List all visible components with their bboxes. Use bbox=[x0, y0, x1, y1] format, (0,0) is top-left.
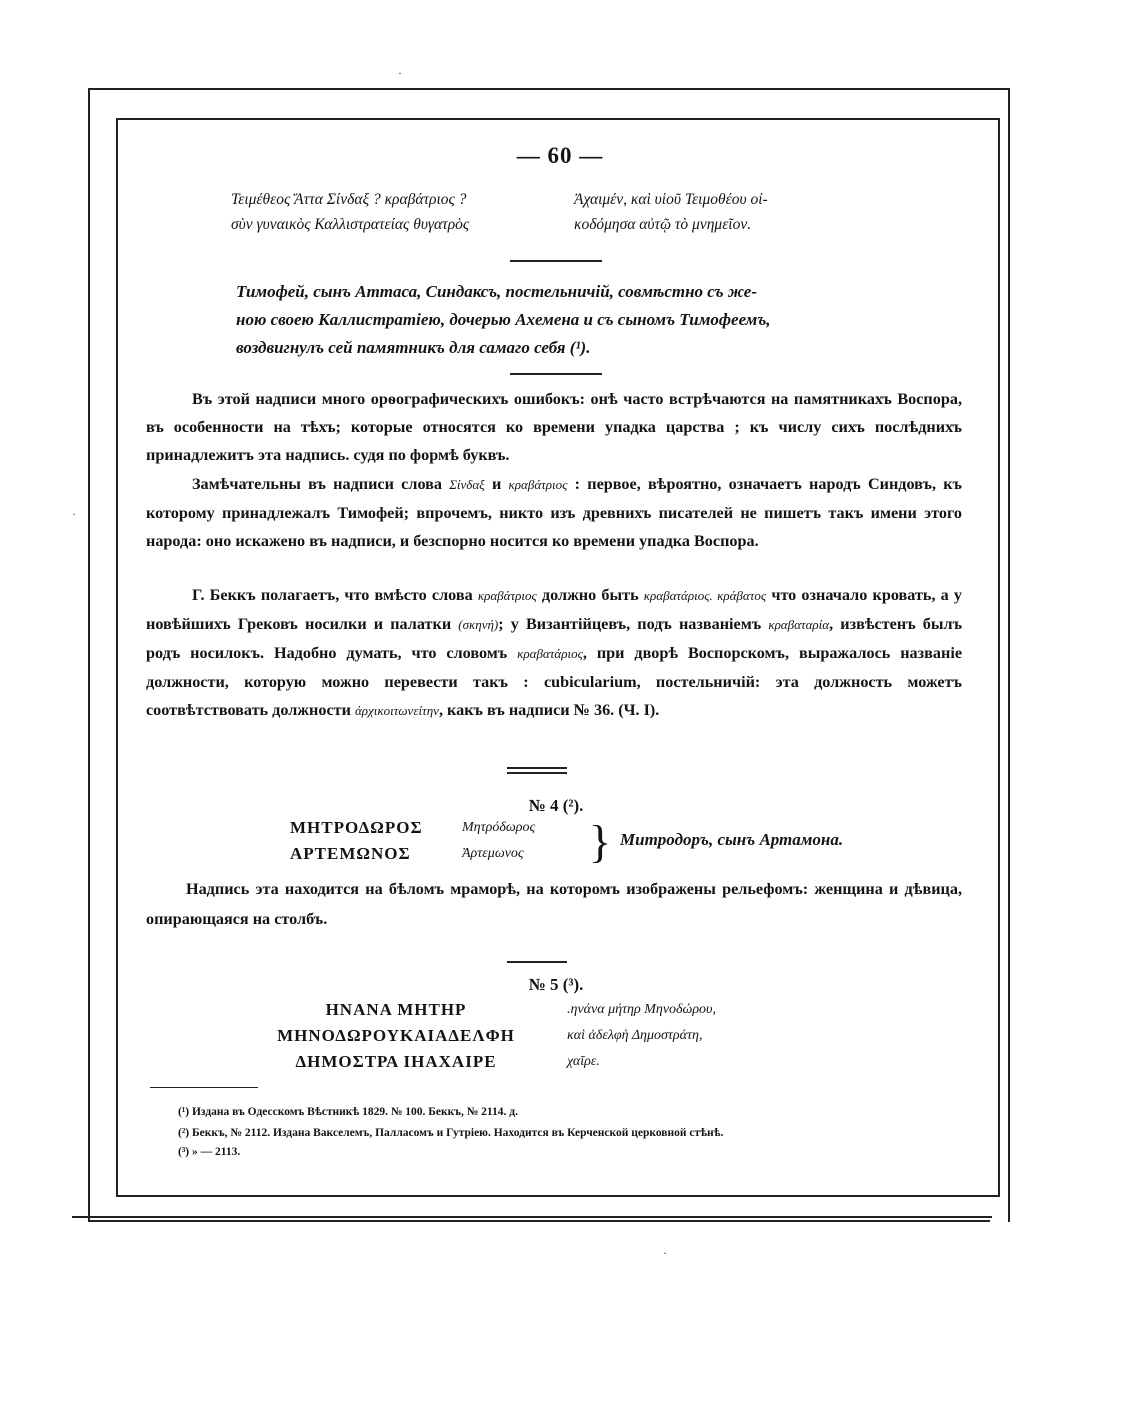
footnote-2: (²) Беккъ, № 2112. Издана Вакселемъ, Палласомъ и Гутріею. Находится въ Керченской церковной стѣнѣ. bbox=[178, 1127, 724, 1139]
footnote-rule bbox=[150, 1087, 258, 1088]
greek-word: κραβάτριος bbox=[508, 477, 568, 492]
text-run: что означало кровать, а у новѣйшихъ Грековъ носилки и палатки bbox=[146, 586, 963, 633]
text-run: Г. Беккъ полагаетъ, что вмѣсто слова bbox=[192, 586, 478, 604]
translation-line: воздвигнулъ сей памятникъ для самаго себя (¹). bbox=[236, 338, 591, 357]
translation-line: ною своею Каллистратіею, дочерью Ахемена и съ сыномъ Тимофеемъ, bbox=[236, 310, 771, 329]
speck: · bbox=[72, 507, 76, 521]
minuscule-line: χαῖρε. bbox=[567, 1054, 600, 1069]
minuscule-line: καὶ ἀδελφὴ Δημοστράτη, bbox=[567, 1028, 703, 1043]
greek-word: (σκηνή) bbox=[458, 617, 499, 632]
paragraph-orthography: Въ этой надписи много орѳографическихъ ошибокъ: онѣ часто встрѣчаются на памятникахъ Воспора, въ особенности на тѣхъ; которые относятся ко времени упадка царства ; къ числу сихъ послѣднихъ принадлежитъ эта надпись. судя по формѣ буквъ. bbox=[146, 390, 962, 464]
text-run: , извѣстенъ былъ родъ носилокъ. Надобно думать, что словомъ bbox=[146, 615, 963, 662]
speck: · bbox=[663, 1246, 667, 1260]
inscription-5-minuscule bbox=[567, 997, 716, 1075]
inscription-4-minuscule bbox=[462, 815, 535, 867]
section-rule bbox=[507, 961, 567, 963]
greek-inscription-right bbox=[574, 187, 864, 237]
footnote-1: (¹) Издана въ Одесскомъ Вѣстникѣ 1829. № 100. Беккъ, № 2114. д. bbox=[178, 1106, 518, 1118]
inscription-4-description: Надпись эта находится на бѣломъ мраморѣ, на которомъ изображены рельефомъ: женщина и дѣвица, опирающаяся на столбъ. bbox=[146, 880, 962, 928]
inscription-4-capitals bbox=[290, 815, 423, 867]
separator-rule bbox=[510, 373, 602, 375]
greek-word: Σίνδαξ bbox=[449, 477, 485, 492]
greek-word: ἀρχικοιτωνείτην bbox=[354, 703, 439, 718]
text-run: , при дворѣ Воспорскомъ, выражалось названіе должности, которую можно перевести такъ : cubicularium, постельничій: эта должность можетъ соотвѣтствовать должности bbox=[146, 644, 963, 719]
capital-line: ΗΝΑΝΑ ΜΗΤΗΡ bbox=[325, 1000, 467, 1019]
page-number: — 60 — bbox=[516, 143, 604, 168]
inscription-5-capitals bbox=[276, 997, 516, 1075]
text-run: : первое, вѣроятно, означаетъ народъ Синдовъ, къ которому принадлежалъ Тимофей; впрочемъ, никто изъ древнихъ писателей не пишетъ такъ имени этого народа: оно искажено въ надписи, и безспорно носится ко времени упадка Воспора. bbox=[146, 475, 962, 550]
capital-line: ΜΗΝΟΔΩΡΟΥΚΑΙΑΔΕΛΦΗ bbox=[277, 1026, 515, 1045]
greek-word: κραβαταρία bbox=[768, 617, 830, 632]
text-run: ; у Византійцевъ, подъ названіемъ bbox=[498, 615, 769, 633]
greek-inscription-left bbox=[231, 187, 571, 237]
inscription-4-translation: Митродоръ, сынъ Артамона. bbox=[620, 830, 844, 849]
greek-word: κραβάτριος bbox=[477, 588, 537, 603]
capital-line: ΔΗΜΟΣΤΡΑ ΙΗΑΧΑΙΡΕ bbox=[295, 1052, 497, 1071]
double-rule-bottom bbox=[507, 772, 567, 774]
separator-rule bbox=[510, 260, 602, 262]
double-rule-top bbox=[507, 767, 567, 769]
brace-glyph: } bbox=[589, 816, 612, 867]
inscription-5-heading: № 5 (³). bbox=[528, 975, 584, 994]
minuscule-line: Ἀρτεμωνος bbox=[462, 846, 524, 861]
text-run: Замѣчательны въ надписи слова bbox=[192, 475, 450, 493]
footnote-3: (³) » — 2113. bbox=[178, 1146, 241, 1158]
paragraph-words bbox=[146, 470, 962, 555]
text-run: , какъ въ надписи № 36. (Ч. I). bbox=[438, 701, 660, 719]
translation bbox=[236, 278, 886, 362]
translation-line: Тимофей, сынъ Аттаса, Синдаксъ, постельничій, совмѣстно съ же- bbox=[236, 282, 757, 301]
greek-line: κοδόμησα αὐτῷ τὸ μνημεῖον. bbox=[574, 216, 752, 233]
greek-word: κραβατάριος bbox=[517, 646, 583, 661]
speck: · bbox=[398, 66, 402, 80]
paragraph-boeckh bbox=[146, 581, 962, 725]
greek-line: Τειμέθεος Ἄττα Σίνδαξ ? κραβάτριος ? bbox=[231, 191, 467, 208]
greek-line: Ἀχαιμέν, καὶ υἱοῦ Τειμοθέου οἰ- bbox=[574, 191, 768, 208]
text-run: должно быть bbox=[536, 586, 644, 604]
capital-line: ΜΗΤΡΟΔΩΡΟΣ bbox=[290, 818, 423, 837]
capital-line: ΑΡΤΕΜΩΝΟΣ bbox=[290, 844, 411, 863]
minuscule-line: .ηνάνα μήτηρ Μηνοδώρου, bbox=[567, 1002, 716, 1017]
inscription-4-heading: № 4 (²). bbox=[528, 796, 584, 815]
text-run: и bbox=[484, 475, 509, 493]
greek-line: σὺν γυναικὸς Καλλιστρατείας θυγατρὸς bbox=[231, 216, 470, 233]
minuscule-line: Μητρόδωρος bbox=[462, 820, 536, 835]
greek-word: κραβατάριος. κράβατος bbox=[643, 588, 767, 603]
page-frame-base bbox=[72, 1216, 992, 1218]
